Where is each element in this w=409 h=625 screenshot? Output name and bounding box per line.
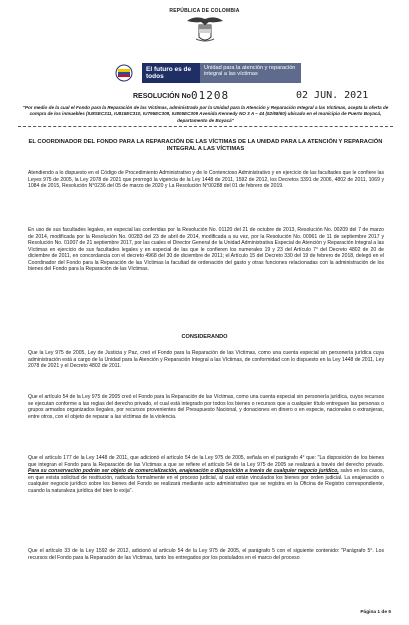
page-number: Página 1 de 5 <box>360 610 391 615</box>
paragraph-text: salvo en los casos, en que exista solicitud de restitución, radicada formalmente en el proceso judicial, al cual están vinculados los bienes por orden judicial. La enajenación o cualquier negocio jurídico sobre los bienes del Fondo se realizará mediante acto administrativo que se registra en la Oficina de Registro correspondiente, cuando la naturaleza jurídica del bien lo exija". <box>28 468 385 494</box>
paragraph: Que la Ley 975 de 2005, Ley de Justicia y Paz, creó el Fondo para la Reparación de las Víctimas, como una cuenta especial sin personería jurídica cuya administración está a cargo de la Unidad para la Atención y Reparación Integral a las Víctimas, de conformidad con lo dispuesto en la Ley 1448 de 2011, Ley 2078 de 2021 y el Decreto 4802 de 2011. <box>28 350 384 370</box>
paragraph: En uso de sus facultades legales, en especial las conferidas por la Resolución No. 01120 del 21 de octubre de 2013, Resolución No. 00209 del 7 de marzo de 2014, modificada por la Resolución No. 00283 del 23 de abril de 2014, modificada a su vez, por la Resolución No. 00961 de 11 de septiembre 2017 y Resolución No. 01007 de 21 septiembre 2017, por las cuales el Director General de la Unidad Administrativa Especial de Atención y Reparación Integral a las Víctimas en ejercicio de sus facultades legales y en especial de las que le confieren los numerales 19 y 23 del Artículo 7° del Decreto 4802 de 20 de diciembre de 2011, en concordancia con el decreto 4968 del 30 de diciembre de 2011; el Artículo 15 del Decreto 330 del 19 de febrero de 2018, delegó en el Coordinador del Fondo para la Reparación de las Víctimas la facultad de ordenación del gasto y otras funciones relacionadas con la administración de los bienes del Fondo para la Reparación de las Víctimas. <box>28 227 384 273</box>
resolution-number: 01208 <box>191 89 230 102</box>
emphasized-text: Para su conservación podrán ser objeto de comercialización, enajenación o disposición a través de cualquier negocio jurídico, <box>28 468 339 475</box>
paragraph-text: Que el artículo 177 de la Ley 1448 de 2011, que adicionó el artículo 54 de la Ley 975 de 2005, señala en el parágrafo 4° que: "La disposición de los bienes que integran el Fondo para la Reparación de las Víctimas a que se refiere el artículo 54 de la Ley 975 de 2005 se realizará a través del derecho privado. <box>28 455 384 468</box>
resolution-date: 02 JUN. 2021 <box>296 90 369 101</box>
entity-banner <box>106 63 301 83</box>
section-title: CONSIDERANDO <box>181 334 228 340</box>
issuer-title: EL COORDINADOR DEL FONDO PARA LA REPARACIÓN DE LAS VÍCTIMAS DE LA UNIDAD PARA LA ATENCIÓN Y REPARACIÓN INTEGRAL A LAS VÍCTIMAS <box>28 139 383 152</box>
flag-emblem-icon <box>106 63 142 83</box>
divider <box>18 126 393 127</box>
banner-entity-name: Unidad para la atención y reparación integral a las víctimas <box>200 63 301 83</box>
banner-slogan: El futuro es de todos <box>142 63 200 83</box>
paragraph <box>28 455 384 494</box>
resolution-label: RESOLUCIÓN No <box>133 93 191 100</box>
paragraph: Que el artículo 33 de la Ley 1592 de 2012, adicionó al artículo 54 de la Ley 975 de 2005, el parágrafo 5 con el siguiente contenido: "Parágrafo 5°. Los recursos del Fondo para la Reparación de las Víctimas, tanto los entregados por los postulados en el marco del proceso <box>28 548 384 561</box>
resolution-subject: "Por medio de la cual el Fondo para la Reparación de las Víctimas, administrado por la Unidad para la Atención y Reparación Integral a las Víctimas, acepta la oferta de compra de los inmuebles (IU8SEC311, IU815EC310, IU795EC308, IU805EC309 Avenida Kennedy NO 3 A – 44 (52/68/60) ubicado en el municipio de Puerto Boyacá, departamento de Boyacá" <box>22 105 389 123</box>
paragraph: Atendiendo a lo dispuesto en el Código de Procedimiento Administrativo y de lo Contencioso Administrativo y en ejercicio de las facultades que le confiere las Leyes 975 de 2005, la Ley 2078 de 2021 que prorrogó la vigencia de la Ley 1448 de 2011, 1592 de 2012, los Decretos 3391 de 2006, 4802 de 2011, 1069 y 1084 de 2015, Resolución N°0236 del 05 de marzo de 2020 y La Resolución N°00288 del 01 de febrero de 2019. <box>28 170 384 190</box>
coat-of-arms-icon <box>185 13 225 45</box>
paragraph: Que el artículo 54 de la Ley 975 de 2005 creó el Fondo para la Reparación de las Víctimas, como una cuenta especial sin personería jurídica, cuyos recursos se ejecutan conforme a las reglas del derecho privado, el cual está integrado por todos los bienes o recursos que a cualquier título entreguen las personas o grupos armados organizados ilegales, por recursos provenientes del Presupuesto Nacional, y donaciones en dinero o en especie, nacionales o extranjeras, entre otros, con el objeto de reparar a las víctimas de la violencia. <box>28 394 384 420</box>
country-heading: REPÚBLICA DE COLOMBIA <box>169 8 240 14</box>
